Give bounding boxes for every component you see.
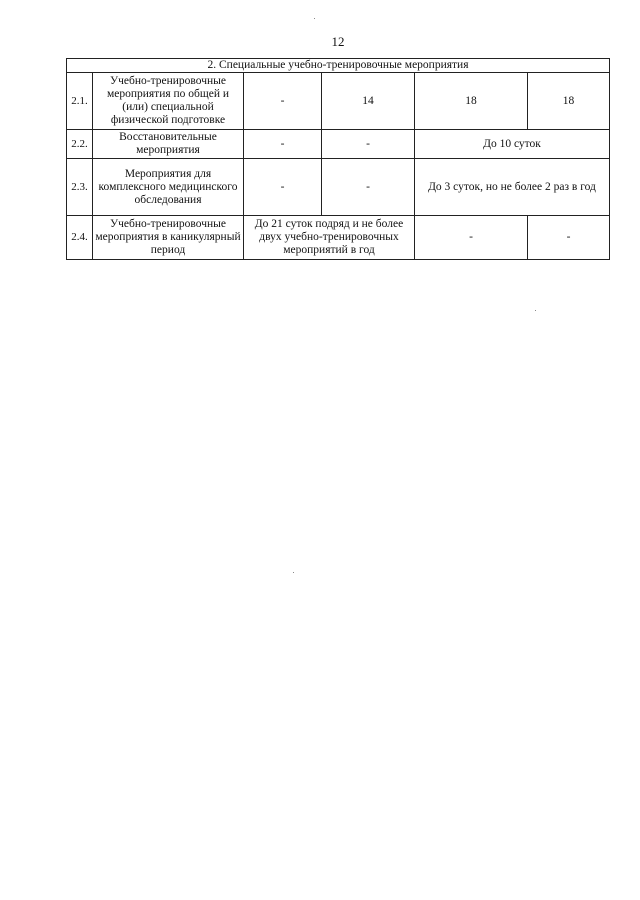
table-cell: -	[244, 73, 322, 130]
scan-speck	[314, 18, 315, 19]
table-cell: 18	[415, 73, 528, 130]
section-title: 2. Специальные учебно-тренировочные мероприятия	[67, 59, 610, 73]
event-name: Мероприятия для комплексного медицинского обследования	[93, 159, 244, 216]
table-cell: -	[244, 159, 322, 216]
table-row	[67, 159, 610, 216]
table-cell-merged: До 21 суток подряд и не более двух учебно-тренировочных мероприятий в год	[244, 216, 415, 260]
scan-speck	[293, 572, 294, 573]
events-table	[66, 58, 610, 260]
section-header-row	[67, 59, 610, 73]
table-row	[67, 73, 610, 130]
table-row	[67, 216, 610, 260]
table-cell-merged: До 10 суток	[415, 130, 610, 159]
event-name: Восстановительные мероприятия	[93, 130, 244, 159]
table-row	[67, 130, 610, 159]
table-cell: -	[244, 130, 322, 159]
page-number: 12	[331, 34, 345, 49]
row-number: 2.4.	[67, 216, 93, 260]
table-cell: -	[322, 159, 415, 216]
table-cell: -	[322, 130, 415, 159]
table-cell: -	[528, 216, 610, 260]
row-number: 2.1.	[67, 73, 93, 130]
row-number: 2.2.	[67, 130, 93, 159]
scan-speck	[535, 310, 536, 311]
table-cell: -	[415, 216, 528, 260]
table-cell: 14	[322, 73, 415, 130]
event-name: Учебно-тренировочные мероприятия по общей и (или) специальной физической подготовке	[93, 73, 244, 130]
table-cell-merged: До 3 суток, но не более 2 раз в год	[415, 159, 610, 216]
table-cell: 18	[528, 73, 610, 130]
row-number: 2.3.	[67, 159, 93, 216]
event-name: Учебно-тренировочные мероприятия в каникулярный период	[93, 216, 244, 260]
